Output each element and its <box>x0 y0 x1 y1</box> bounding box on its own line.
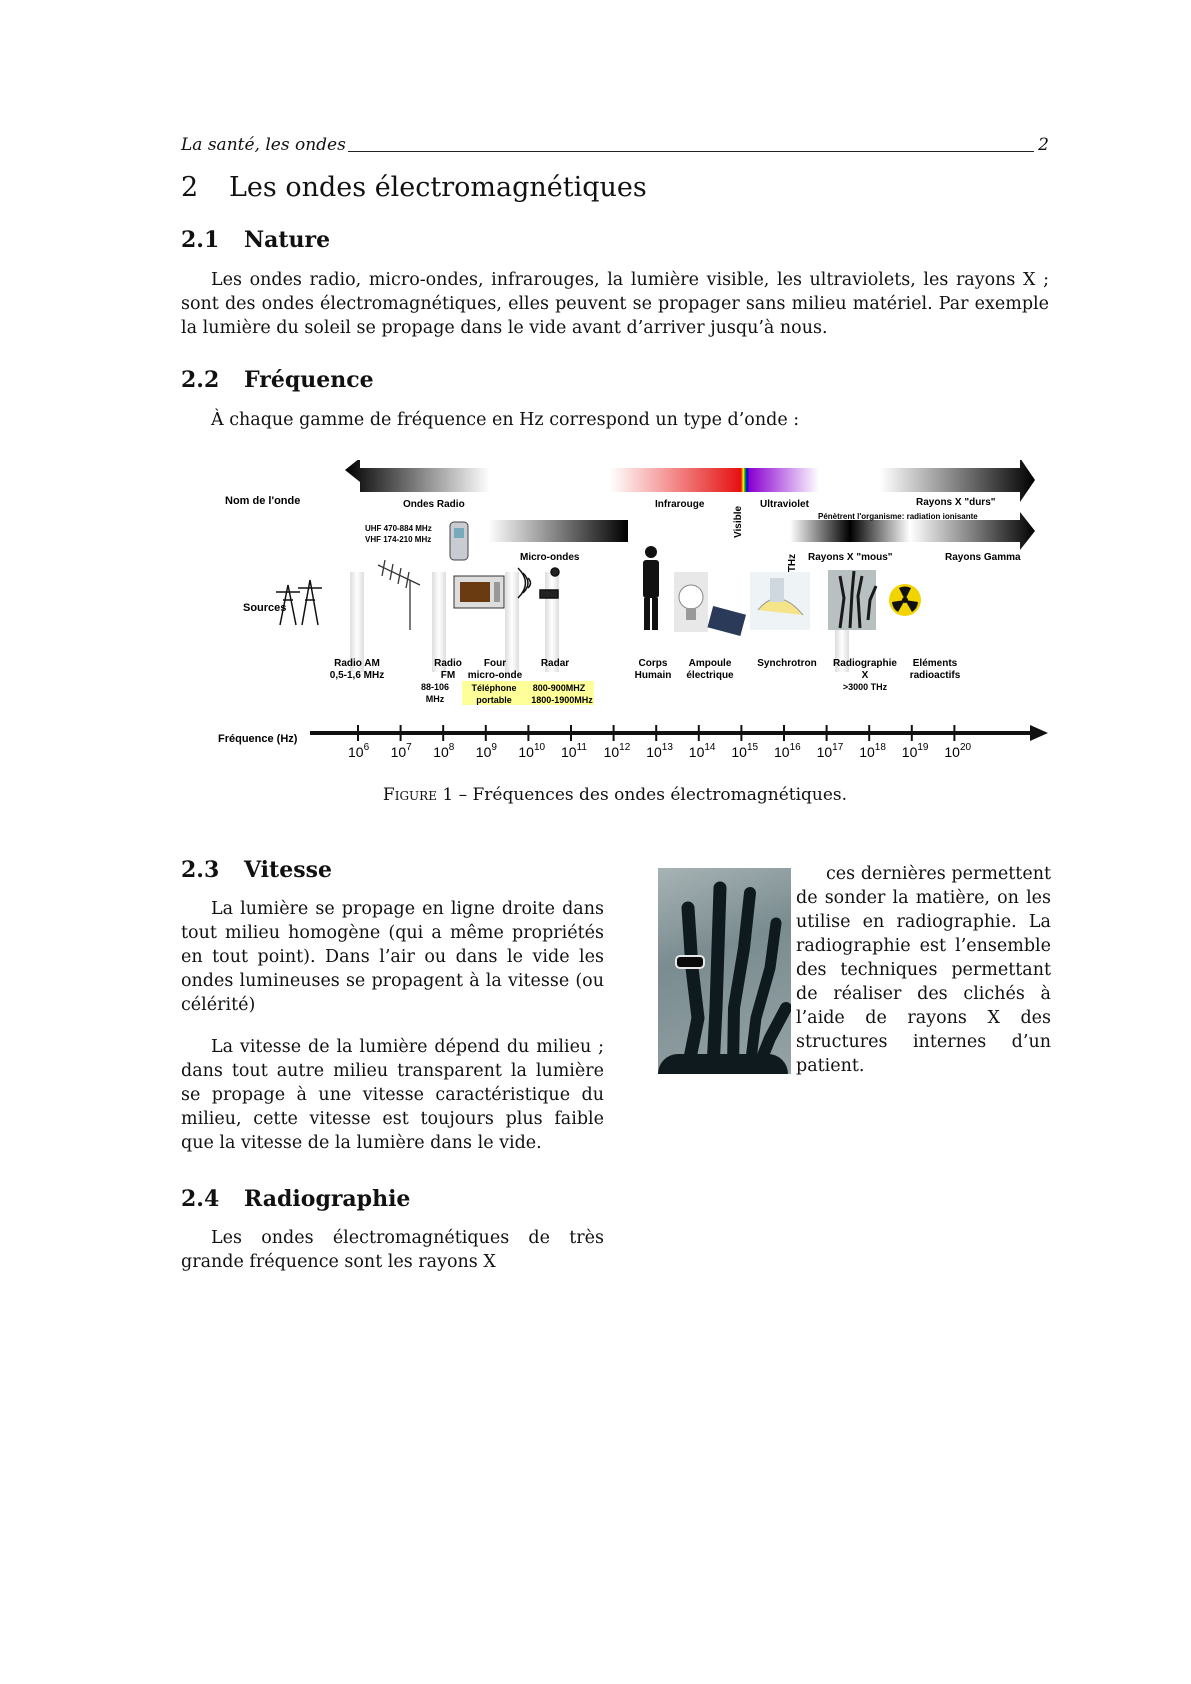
label-sources: Sources <box>243 602 287 614</box>
source-radiographie-3: >3000 THz <box>842 682 888 692</box>
source-corps-2: Humain <box>634 670 672 681</box>
subsection-number: 2.1 <box>181 227 220 253</box>
source-radio-fm: Radio <box>434 658 462 669</box>
source-telephone-2: portable <box>476 695 512 705</box>
source-four-2: micro-onde <box>467 670 523 681</box>
vhf-label: VHF 174-210 MHz <box>365 535 432 544</box>
source-telephone-freq1: 800-900MHZ <box>532 683 586 693</box>
antenna-icon <box>378 560 420 630</box>
source-ampoule: Ampoule <box>688 658 732 669</box>
source-elements-2: radioactifs <box>909 670 961 681</box>
xray-hand-drawing <box>658 868 791 1074</box>
frequency-tick-label: $10^{20}$ <box>944 742 972 760</box>
band-microwave: Micro-ondes <box>520 552 580 563</box>
source-radar: Radar <box>540 658 570 669</box>
running-header <box>181 133 1049 159</box>
ring <box>676 956 704 968</box>
frequency-tick-label: $10^9$ <box>475 742 497 760</box>
frequency-tick-label: $10^{17}$ <box>816 742 844 760</box>
frequency-tick-label: $10^{13}$ <box>646 742 673 760</box>
human-body-icon <box>643 546 659 630</box>
frequency-tick-label: $10^6$ <box>348 742 370 760</box>
band-infrared: Infrarouge <box>655 499 705 510</box>
xray-hand-photo <box>658 868 791 1074</box>
frequency-tick-label: $10^7$ <box>390 742 412 760</box>
microwave-oven-icon <box>454 576 504 608</box>
subsection-heading-frequence <box>181 367 374 393</box>
mobile-phone-icon <box>450 522 468 560</box>
source-telephone-freq2: 1800-1900MHz <box>531 695 593 705</box>
label-frequence: Fréquence (Hz) <box>218 733 298 745</box>
page-number: 2 <box>1034 135 1049 155</box>
subsection-number: 2.2 <box>181 367 220 393</box>
frequency-tick-label: $10^{11}$ <box>561 742 587 760</box>
source-telephone: Téléphone <box>471 683 517 693</box>
label-nom: Nom de l'onde <box>225 495 301 507</box>
frequency-tick-label: $10^{16}$ <box>774 742 801 760</box>
source-radio-fm-3: 88-106 <box>420 682 450 692</box>
section-title: Les ondes électromagnétiques <box>229 172 647 203</box>
xray-hard-arrow <box>880 460 1035 502</box>
light-bulb-icon <box>674 572 708 632</box>
frequency-tick-label: $10^{10}$ <box>518 742 546 760</box>
nature-paragraph: Les ondes radio, micro-ondes, infrarouges, la lumière visible, les ultraviolets, les rayons X ; sont des ondes électromagnétiques, elles peuvent se propager sans milieu matériel. Par exemple la lumière du soleil se propage dans le vide avant d’arriver jusqu’à nous. <box>181 270 1049 338</box>
source-ampoule-2: électrique <box>686 670 734 681</box>
radio-band-arrow <box>345 460 490 492</box>
band-xray-soft: Rayons X "mous" <box>808 552 893 563</box>
frequency-tick-label: $10^{15}$ <box>731 742 759 760</box>
infrared-band <box>610 468 750 492</box>
band-ultraviolet: Ultraviolet <box>760 499 809 510</box>
subsection-title: Fréquence <box>244 367 374 393</box>
uv-lamp-icon <box>707 606 746 636</box>
frequency-tick-label: $10^8$ <box>433 742 455 760</box>
header-title: La santé, les ondes <box>181 135 346 155</box>
subsection-heading-vitesse <box>181 857 332 883</box>
source-radio-fm-2: FM <box>440 670 456 681</box>
frequence-paragraph: À chaque gamme de fréquence en Hz correspond un type d’onde : <box>211 410 800 430</box>
subsection-number: 2.3 <box>181 857 220 883</box>
microwave-band <box>488 520 628 542</box>
radiographie-paragraph-2: ces dernières permettent de sonder la matière, on les utilise en radiographie. La radiographie est l’ensemble des techniques permettant de réaliser des clichés à l’aide de rayons X des structures internes d’un patient. <box>796 864 1051 1076</box>
visible-band <box>741 468 749 492</box>
subsection-title: Vitesse <box>244 857 332 883</box>
vitesse-paragraph-2: La vitesse de la lumière dépend du milieu ; dans tout autre milieu transparent la lumière se propage à une vitesse caractéristique du milieu, cette vitesse est toujours plus faible que la vitesse de la lumière dans le vide. <box>181 1037 604 1153</box>
section-heading <box>181 172 647 203</box>
subsection-heading-radiographie <box>181 1186 410 1212</box>
frequency-tick-label: $10^{12}$ <box>603 742 631 760</box>
band-penetrent: Pénètrent l'organisme: radiation ionisante <box>818 512 978 521</box>
frequency-axis-arrowhead <box>1030 725 1048 741</box>
band-visible: Visible <box>733 505 744 538</box>
source-radiographie: Radiographie <box>833 658 897 669</box>
caption-label: Figure 1 – <box>382 785 468 805</box>
radiographie-paragraph-1: Les ondes électromagnétiques de très grande fréquence sont les rayons X <box>181 1228 604 1272</box>
source-radio-am: Radio AM <box>334 658 380 669</box>
synchrotron-icon <box>750 572 810 630</box>
band-xray-hard: Rayons X "durs" <box>916 497 996 508</box>
band-gamma: Rayons Gamma <box>945 552 1021 563</box>
source-four: Four <box>483 658 507 669</box>
subsection-heading-nature <box>181 227 330 253</box>
source-radiographie-2: X <box>861 670 869 681</box>
section-number: 2 <box>181 172 199 203</box>
source-corps: Corps <box>638 658 668 669</box>
frequency-tick-label: $10^{19}$ <box>901 742 929 760</box>
ultraviolet-band <box>749 468 819 492</box>
source-radio-fm-4: MHz <box>425 694 445 704</box>
source-radio-am-freq: 0,5-1,6 MHz <box>329 670 385 681</box>
spectrum-figure <box>210 460 1060 760</box>
vitesse-paragraph-1: La lumière se propage en ligne droite dans tout milieu homogène (qui a même propriétés en tout point). Dans l’air ou dans le vide les ondes lumineuses se propagent à la vitesse (ou célérité) <box>181 899 604 1015</box>
radioactive-icon <box>889 584 921 616</box>
source-synchrotron: Synchrotron <box>757 658 817 669</box>
uhf-label: UHF 470-884 MHz <box>365 524 432 533</box>
subsection-number: 2.4 <box>181 1186 220 1212</box>
frequency-ticks <box>348 725 972 760</box>
subsection-title: Nature <box>244 227 331 253</box>
source-elements: Eléments <box>912 658 958 669</box>
subsection-title: Radiographie <box>244 1186 411 1212</box>
frequency-tick-label: $10^{18}$ <box>859 742 886 760</box>
xray-hand-icon <box>828 570 876 630</box>
xray-soft-band <box>790 520 910 542</box>
figure-caption <box>181 785 1049 805</box>
band-radio: Ondes Radio <box>403 499 465 510</box>
frequency-tick-label: $10^{14}$ <box>688 742 716 760</box>
caption-text: Fréquences des ondes électromagnétiques. <box>472 785 848 805</box>
